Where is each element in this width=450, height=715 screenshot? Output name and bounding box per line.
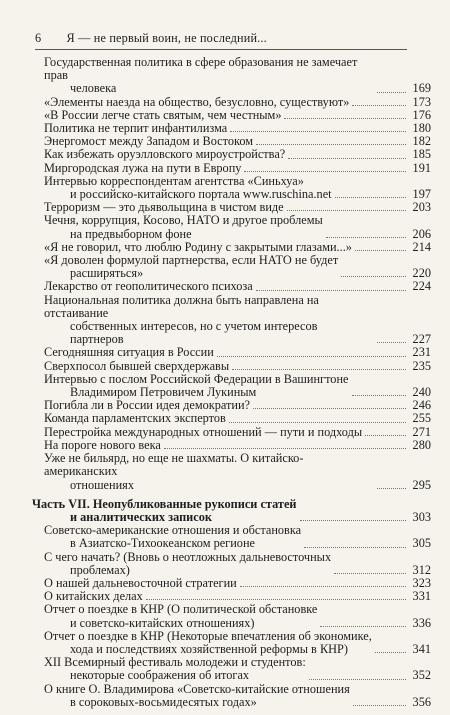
toc-part-heading — [32, 498, 431, 524]
toc-entry-line: Отчет о поездке в КНР (Некоторые впечатления об экономике, — [44, 628, 372, 643]
toc-entry-line: «Я не говорил, что люблю Родину с закрытыми глазами...» — [44, 239, 352, 254]
toc-entry-line: хода и последствиях хозяйственной реформы в КНР) — [70, 641, 348, 656]
dot-leader — [377, 488, 406, 489]
toc-page-number: 182 — [412, 134, 431, 149]
toc-entry-line: Сверхпосол бывшей сверхдержавы — [44, 358, 230, 373]
toc-entry-line: Владимиром Петровичем Лукиным — [70, 385, 257, 400]
toc-page-number: 173 — [412, 94, 431, 109]
dot-leader — [335, 197, 406, 198]
toc-entry-title — [44, 551, 331, 577]
toc-page-number: 235 — [412, 358, 431, 373]
toc-entry-title — [44, 683, 350, 709]
toc-page-number: 180 — [412, 121, 431, 136]
toc-page-number: 185 — [412, 147, 431, 162]
dot-leader — [230, 131, 406, 132]
dot-leader — [287, 210, 406, 211]
toc-section-b — [44, 524, 431, 709]
dot-leader — [365, 435, 406, 436]
part-title-line-1: Часть VII. Неопубликованные рукописи статей — [32, 496, 297, 511]
dot-leader — [232, 369, 406, 370]
toc-page-number: 203 — [412, 200, 431, 215]
toc-entry-line: На пороге нового века — [44, 437, 161, 452]
toc-entry-line: Политика не терпит инфантилизма — [44, 121, 228, 136]
dot-leader — [326, 237, 406, 238]
toc-entry-title — [44, 452, 374, 492]
dot-leader — [300, 520, 406, 521]
toc-page-number: 271 — [412, 424, 431, 439]
table-of-contents — [32, 55, 431, 709]
page-number: 6 — [35, 31, 42, 45]
toc-entry-line: «Я доволен формулой партнерства, если НАТО не будет — [44, 253, 339, 268]
dot-leader — [256, 290, 406, 291]
toc-entry-line: О китайских делах — [44, 589, 143, 604]
toc-entry-line: на предвыборном фоне — [70, 226, 192, 241]
dot-leader — [309, 679, 406, 680]
toc-page-number: 295 — [412, 477, 431, 492]
dot-leader — [229, 422, 406, 423]
dot-leader — [256, 144, 406, 145]
toc-entry-line: Команда парламентских экспертов — [44, 411, 226, 426]
toc-entry-line: некоторые соображения об итогах — [70, 668, 250, 683]
part-page-number: 303 — [412, 509, 431, 524]
toc-entry — [44, 452, 431, 492]
toc-entry-line: С чего начать? (Вновь о неотложных дальневосточных — [44, 549, 332, 564]
dot-leader — [253, 408, 406, 409]
toc-entry-line: Лекарство от геополитического психоза — [44, 279, 253, 294]
toc-entry-line: человека — [70, 81, 117, 96]
toc-entry — [44, 551, 431, 577]
toc-entry — [44, 524, 431, 550]
toc-entry-line: Государственная политика в сфере образования не замечает прав — [44, 55, 358, 83]
running-head — [35, 31, 267, 46]
toc-entry-line: и советско-китайских отношениях) — [70, 615, 255, 630]
dot-leader — [146, 599, 406, 600]
dot-leader — [377, 342, 406, 343]
toc-entry-line: Чечня, коррупция, Косово, НАТО и другое проблемы — [44, 213, 323, 228]
toc-entry-line: XII Всемирный фестиваль молодежи и студентов: — [44, 655, 306, 670]
dot-leader — [244, 171, 406, 172]
toc-entry-title — [44, 214, 323, 240]
toc-page-number: 197 — [412, 187, 431, 202]
toc-entry — [44, 603, 431, 629]
toc-entry-line: собственных интересов, но с учетом интересов партнеров — [70, 319, 318, 347]
toc-entry-line: отношениях — [70, 477, 134, 492]
toc-entry-title — [44, 373, 349, 399]
running-title: Я — не первый воин, не последний... — [66, 31, 267, 45]
toc-entry-line: Как избежать оруэлловского мироустройства? — [44, 147, 286, 162]
toc-entry-line: в Азиатско-Тихоокеанском регионе — [70, 536, 255, 551]
toc-section-a — [44, 56, 431, 492]
toc-entry-line: Интервью с послом Российской Федерации в Вашингтоне — [44, 371, 349, 386]
toc-entry-line: и российско-китайского портала www.ruschina.net — [70, 187, 332, 202]
dot-leader — [334, 573, 406, 574]
toc-entry — [44, 683, 431, 709]
dot-leader — [375, 652, 406, 653]
toc-entry — [44, 214, 431, 240]
toc-page-number: 176 — [412, 107, 431, 122]
dot-leader — [353, 705, 406, 706]
toc-entry — [44, 656, 431, 682]
dot-leader — [352, 395, 407, 396]
toc-entry-title — [44, 603, 317, 629]
toc-page-number: 312 — [412, 562, 431, 577]
toc-entry-line: расширяться» — [70, 266, 144, 281]
toc-entry-line: Сегодняшняя ситуация в России — [44, 345, 214, 360]
toc-page-number: 323 — [412, 575, 431, 590]
toc-entry-line: О книге О. Владимирова «Советско-китайские отношения — [44, 681, 350, 696]
toc-page-number: 280 — [412, 437, 431, 452]
toc-entry-line: Советско-американские отношения и обстановка — [44, 523, 302, 538]
toc-page-number: 231 — [412, 345, 431, 360]
toc-page-number: 341 — [412, 641, 431, 656]
toc-entry-line: «Элементы наезда на общество, безусловно, существуют» — [44, 94, 350, 109]
toc-entry-line: Перестройка международных отношений — пути и подходы — [44, 424, 363, 439]
dot-leader — [341, 276, 406, 277]
toc-entry-line: О нашей дальневосточной стратегии — [44, 575, 237, 590]
toc-entry-line: Энергомост между Западом и Востоком — [44, 134, 254, 149]
toc-page-number: 305 — [412, 536, 431, 551]
toc-entry-line: Отчет о поездке в КНР (О политической обстановке — [44, 602, 318, 617]
toc-page-number: 169 — [412, 81, 431, 96]
toc-entry — [44, 175, 431, 201]
toc-entry-line: «В России легче стать святым, чем честным» — [44, 107, 282, 122]
toc-entry-line: Интервью корреспондентам агентства «Синьхуа» — [44, 173, 304, 188]
toc-entry-line: Уже не бильярд, но еще не шахматы. О китайско-американских — [44, 451, 304, 479]
toc-page-number: 214 — [412, 239, 431, 254]
dot-leader — [355, 250, 406, 251]
toc-entry — [44, 630, 431, 656]
toc-entry-title — [44, 254, 338, 280]
toc-entry — [44, 254, 431, 280]
dot-leader — [240, 586, 406, 587]
toc-page-number: 224 — [412, 279, 431, 294]
toc-page-number: 336 — [412, 615, 431, 630]
toc-entry-title — [44, 656, 306, 682]
toc-entry-title — [44, 294, 374, 347]
header-rule — [35, 49, 407, 50]
toc-page-number: 206 — [412, 226, 431, 241]
toc-entry — [44, 373, 431, 399]
dot-leader — [164, 448, 406, 449]
toc-entry — [44, 56, 431, 96]
dot-leader — [320, 626, 406, 627]
toc-entry-title — [44, 630, 372, 656]
dot-leader — [377, 92, 406, 93]
dot-leader — [284, 118, 406, 119]
toc-entry-line: проблемах) — [70, 562, 130, 577]
toc-page-number: 352 — [412, 668, 431, 683]
toc-entry-title — [44, 524, 301, 550]
toc-page-number: 246 — [412, 398, 431, 413]
toc-page-number: 356 — [412, 694, 431, 709]
toc-entry — [44, 294, 431, 347]
toc-entry-line: Национальная политика должна быть направлена на отстаивание — [44, 292, 319, 320]
toc-entry-line: Терроризм — это дьявольщина в чистом виде — [44, 200, 284, 215]
toc-entry-line: Миргородская лужа на пути в Европу — [44, 160, 242, 175]
dot-leader — [304, 547, 406, 548]
toc-page-number: 220 — [412, 266, 431, 281]
dot-leader — [217, 356, 406, 357]
toc-page-number: 227 — [412, 332, 431, 347]
toc-page-number: 240 — [412, 385, 431, 400]
toc-page-number: 255 — [412, 411, 431, 426]
toc-page-number: 191 — [412, 160, 431, 175]
dot-leader — [352, 105, 406, 106]
toc-entry-title — [44, 175, 332, 201]
toc-entry-line: в сороковых-восьмидесятых годах» — [70, 694, 257, 709]
toc-page-number: 331 — [412, 589, 431, 604]
toc-entry-title — [44, 56, 374, 96]
dot-leader — [288, 158, 406, 159]
toc-entry-line: Погибла ли в России идея демократии? — [44, 398, 251, 413]
part-title-line-2: и аналитических записок — [70, 509, 212, 524]
